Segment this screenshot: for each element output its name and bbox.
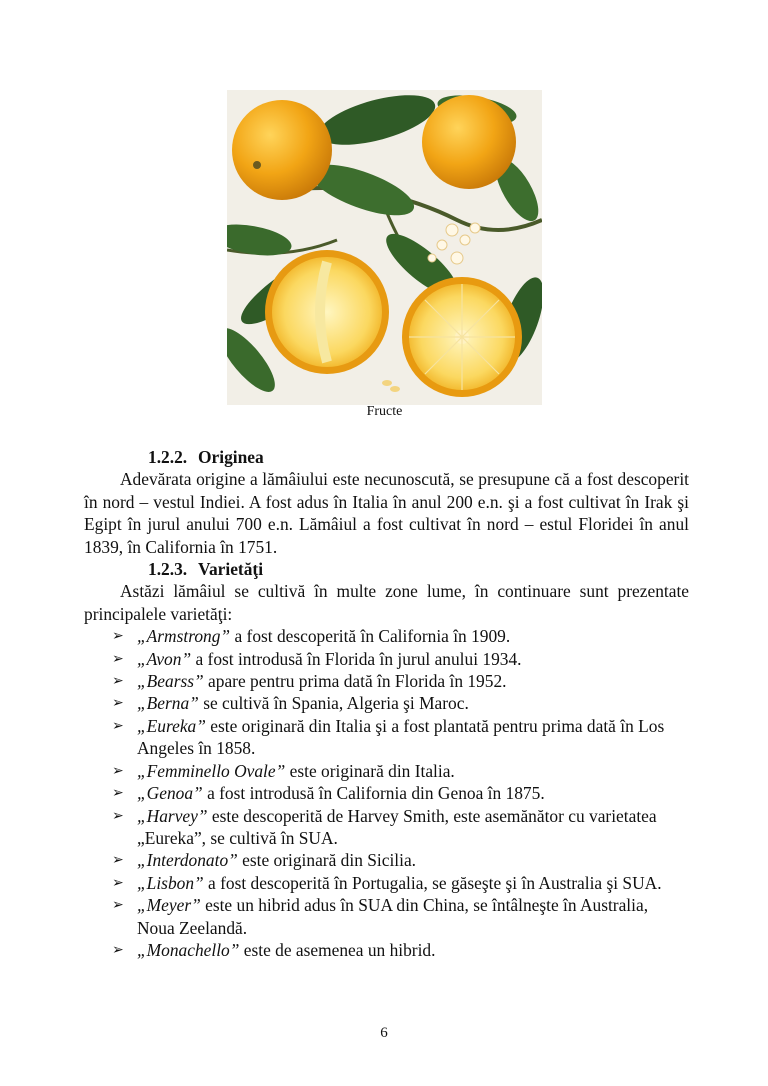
arrow-bullet-icon: ➢: [112, 874, 124, 891]
variety-name: „Femminello Ovale”: [137, 760, 286, 781]
variety-name: „Genoa”: [137, 783, 203, 804]
list-item: [84, 894, 689, 939]
variety-name: „Eureka”: [137, 715, 206, 736]
list-item: [84, 715, 689, 760]
origin-section-title: Originea: [198, 447, 264, 467]
list-item: [84, 625, 689, 647]
list-item: [84, 692, 689, 714]
page-number: 6: [380, 1025, 388, 1041]
list-item: [84, 805, 689, 850]
list-item: [84, 849, 689, 871]
body-text: [84, 446, 689, 961]
arrow-bullet-icon: ➢: [112, 807, 124, 824]
arrow-bullet-icon: ➢: [112, 941, 124, 958]
varieties-intro: Astăzi lămâiul se cultivă în multe zone lume, în continuare sunt prezentate principalele varietăţi:: [84, 581, 689, 624]
variety-description: a fost descoperită în Portugalia, se găseşte şi în Australia şi SUA.: [203, 872, 662, 893]
origin-section-number: 1.2.2.: [148, 447, 188, 467]
variety-name: „Lisbon”: [137, 872, 204, 893]
arrow-bullet-icon: ➢: [112, 650, 124, 667]
fruit-photo: [227, 90, 542, 405]
variety-description: este originară din Italia.: [285, 760, 455, 781]
list-item: [84, 760, 689, 782]
variety-name: „Armstrong”: [137, 626, 231, 647]
arrow-bullet-icon: ➢: [112, 897, 124, 914]
variety-description: a fost introdusă în California din Genoa în 1875.: [202, 783, 545, 804]
variety-description: a fost introdusă în Florida în jurul anului 1934.: [191, 648, 522, 669]
varieties-section-number: 1.2.3.: [148, 559, 188, 580]
arrow-bullet-icon: ➢: [112, 785, 124, 802]
citrus-fruits-illustration: [227, 90, 542, 405]
varieties-section-title: Varietăţi: [198, 559, 264, 580]
variety-name: „Bearss”: [137, 671, 204, 692]
list-item: [84, 939, 689, 961]
variety-name: „Meyer”: [137, 895, 201, 916]
arrow-bullet-icon: ➢: [112, 673, 124, 690]
variety-name: „Avon”: [137, 648, 192, 669]
list-item: [84, 872, 689, 894]
variety-description: a fost descoperită în California în 1909.: [230, 626, 511, 647]
origin-heading: [84, 446, 689, 468]
variety-description: este originară din Italia şi a fost plantată pentru prima dată în Los Angeles în 1858.: [137, 715, 665, 759]
list-item: [84, 782, 689, 804]
list-item: [84, 648, 689, 670]
variety-name: „Interdonato”: [137, 850, 238, 871]
variety-name: „Monachello”: [137, 939, 240, 960]
arrow-bullet-icon: ➢: [112, 717, 124, 734]
figure-caption: Fructe: [366, 404, 403, 419]
list-item: [84, 670, 689, 692]
arrow-bullet-icon: ➢: [112, 762, 124, 779]
varieties-heading: [84, 558, 689, 580]
arrow-bullet-icon: ➢: [112, 628, 124, 645]
variety-name: „Harvey”: [137, 805, 208, 826]
variety-description: se cultivă în Spania, Algeria şi Maroc.: [198, 693, 469, 714]
arrow-bullet-icon: ➢: [112, 695, 124, 712]
origin-paragraph: Adevărata origine a lămâiului este necunoscută, se presupune că a fost descoperit în nord – vestul Indiei. A fost adus în Italia în anul 200 e.n. şi a fost cultivat în Irak şi Egipt în jurul anului 700 e.n. Lămâiul a fost cultivat în nord – estul Floridei în anul 1839, în California în 1751.: [84, 469, 689, 557]
variety-description: este de asemenea un hibrid.: [239, 939, 436, 960]
variety-description: este descoperită de Harvey Smith, este asemănător cu varietatea „Eureka”, se cultivă în SUA.: [137, 805, 657, 848]
variety-name: „Berna”: [137, 693, 199, 714]
arrow-bullet-icon: ➢: [112, 852, 124, 869]
variety-description: este un hibrid adus în SUA din China, se întâlneşte în Australia, Noua Zeelandă.: [137, 895, 649, 938]
variety-description: este originară din Sicilia.: [237, 850, 417, 871]
varieties-list: [84, 625, 689, 961]
variety-description: apare pentru prima dată în Florida în 1952.: [203, 671, 507, 692]
